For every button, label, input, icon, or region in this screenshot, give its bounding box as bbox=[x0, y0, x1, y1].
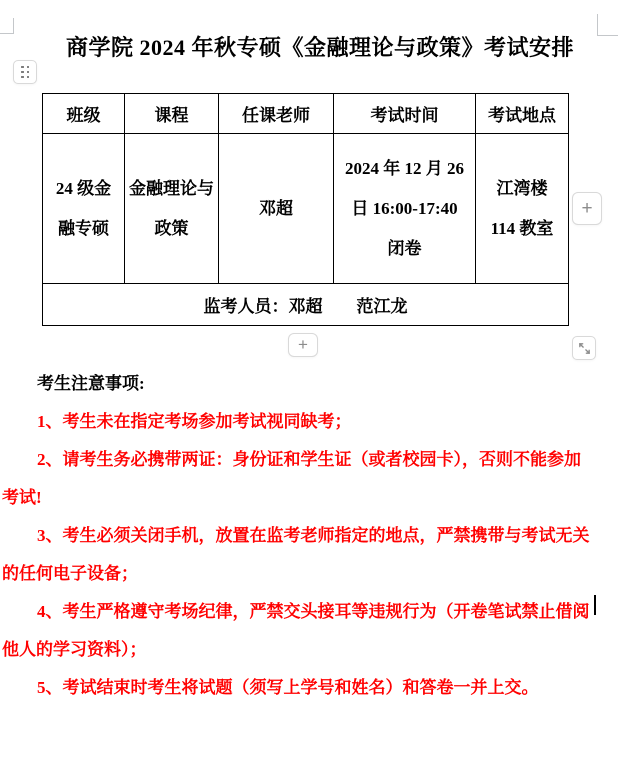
note-item-4-line[interactable]: 4、考生严格遵守考场纪律，严禁交头接耳等违规行为（开卷笔试禁止借阅 bbox=[37, 602, 590, 621]
add-row-button[interactable]: + bbox=[288, 333, 318, 357]
header-cell-course[interactable]: 课程 bbox=[125, 94, 219, 134]
header-cell-class[interactable]: 班级 bbox=[43, 94, 125, 134]
cell-line: 政策 bbox=[154, 218, 189, 238]
notes-section bbox=[2, 365, 636, 707]
note-item-2-line[interactable]: 2、请考生务必携带两证：身份证和学生证（或者校园卡），否则不能参加 bbox=[37, 450, 581, 469]
header-cell-time[interactable]: 考试时间 bbox=[334, 94, 476, 134]
text-cursor bbox=[594, 595, 596, 615]
cell-line: 2024 年 12 月 26 bbox=[345, 158, 464, 178]
table-proctor-row bbox=[43, 284, 569, 326]
exam-schedule-table bbox=[42, 93, 569, 326]
cell-location[interactable] bbox=[476, 134, 569, 284]
note-item-4-wrap[interactable]: 他人的学习资料）； bbox=[2, 640, 147, 659]
cell-line: 闭卷 bbox=[387, 238, 422, 258]
drag-dots-icon bbox=[21, 66, 29, 79]
note-item-5-line[interactable]: 5、考试结束时考生将试题（须写上学号和姓名）和答卷一并上交。 bbox=[37, 678, 539, 697]
cell-line: 114 教室 bbox=[490, 218, 554, 238]
note-item-3-line[interactable]: 3、考生必须关闭手机，放置在监考老师指定的地点，严禁携带与考试无关 bbox=[37, 526, 590, 545]
cell-class[interactable] bbox=[43, 134, 125, 284]
document-title[interactable]: 商学院 2024 年秋专硕《金融理论与政策》考试安排 bbox=[65, 35, 574, 60]
note-item-1-line[interactable]: 1、考生未在指定考场参加考试视同缺考； bbox=[37, 412, 352, 431]
cell-line: 日 16:00-17:40 bbox=[351, 198, 458, 218]
cell-course[interactable] bbox=[125, 134, 219, 284]
table-resize-button[interactable] bbox=[572, 336, 596, 360]
note-item-2-wrap[interactable]: 考试! bbox=[2, 488, 42, 507]
header-cell-teacher[interactable]: 任课老师 bbox=[219, 94, 334, 134]
cell-line: 金融理论与 bbox=[129, 178, 214, 198]
header-cell-location[interactable]: 考试地点 bbox=[476, 94, 569, 134]
add-column-button[interactable]: + bbox=[572, 192, 602, 225]
note-item-3-wrap[interactable]: 的任何电子设备； bbox=[2, 564, 138, 583]
cell-line: 江湾楼 bbox=[496, 178, 548, 198]
notes-heading[interactable]: 考生注意事项: bbox=[37, 374, 145, 393]
cell-teacher[interactable]: 邓超 bbox=[219, 134, 334, 284]
table-header-row bbox=[43, 94, 569, 134]
cell-line: 24 级金 bbox=[55, 178, 112, 198]
cell-line: 融专硕 bbox=[58, 218, 109, 238]
cell-time[interactable] bbox=[334, 134, 476, 284]
table-drag-handle[interactable] bbox=[13, 60, 37, 84]
resize-diagonal-icon bbox=[578, 342, 591, 355]
table-body-row bbox=[43, 134, 569, 284]
cell-proctors[interactable]: 监考人员：邓超 范江龙 bbox=[43, 284, 569, 326]
